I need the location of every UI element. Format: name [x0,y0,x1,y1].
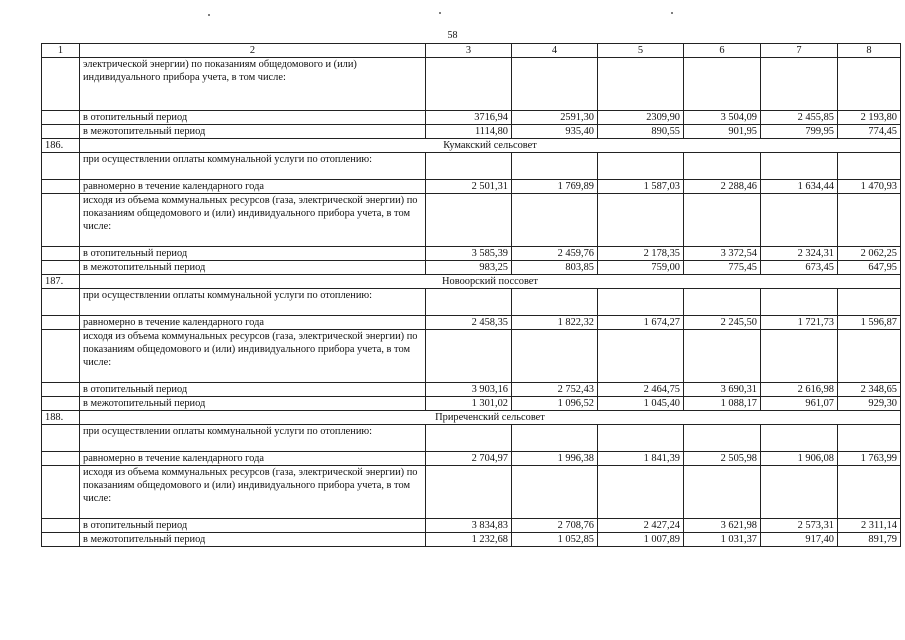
value-cell [838,466,901,519]
table-row [42,466,901,519]
value-cell: 774,45 [838,125,901,139]
value-cell: 961,07 [761,397,838,411]
scan-speck [439,12,441,14]
row-label: в отопительный период [80,247,426,261]
page-number: 58 [447,30,458,41]
header-cell: 6 [684,44,761,58]
value-cell: 3 834,83 [426,519,512,533]
value-cell: 3 903,16 [426,383,512,397]
value-cell: 2 464,75 [598,383,684,397]
table-row [42,289,901,316]
value-cell [598,289,684,316]
row-number [42,180,80,194]
value-cell [426,330,512,383]
row-label: исходя из объема коммунальных ресурсов (газа, электрической энергии) по показаниям общедомового и (или) индивидуального прибора учета, в том числе: [80,194,426,247]
value-cell [761,425,838,452]
value-cell: 1 674,27 [598,316,684,330]
value-cell [598,466,684,519]
value-cell: 2 311,14 [838,519,901,533]
section-number: 186. [42,139,80,153]
value-cell [512,330,598,383]
value-cell: 1114,80 [426,125,512,139]
value-cell [426,466,512,519]
value-cell: 2 193,80 [838,111,901,125]
table-row [42,397,901,411]
row-label: исходя из объема коммунальных ресурсов (газа, электрической энергии) по показаниям общедомового и (или) индивидуального прибора учета, в том числе: [80,330,426,383]
value-cell [684,425,761,452]
value-cell: 890,55 [598,125,684,139]
row-number [42,153,80,180]
row-label: в отопительный период [80,519,426,533]
value-cell [761,289,838,316]
value-cell: 2 573,31 [761,519,838,533]
row-label: равномерно в течение календарного года [80,452,426,466]
row-label: в межотопительный период [80,261,426,275]
row-number [42,519,80,533]
row-number [42,125,80,139]
header-cell: 7 [761,44,838,58]
value-cell: 1 769,89 [512,180,598,194]
value-cell: 1 763,99 [838,452,901,466]
row-label: исходя из объема коммунальных ресурсов (газа, электрической энергии) по показаниям общедомового и (или) индивидуального прибора учета, в том числе: [80,466,426,519]
value-cell: 803,85 [512,261,598,275]
value-cell: 917,40 [761,533,838,547]
value-cell: 2 505,98 [684,452,761,466]
value-cell [512,289,598,316]
row-number [42,316,80,330]
value-cell [598,330,684,383]
row-label: равномерно в течение календарного года [80,316,426,330]
row-number [42,247,80,261]
value-cell: 1 822,32 [512,316,598,330]
value-cell: 1 045,40 [598,397,684,411]
value-cell: 1 596,87 [838,316,901,330]
row-number [42,425,80,452]
value-cell: 759,00 [598,261,684,275]
value-cell [426,153,512,180]
header-cell: 1 [42,44,80,58]
row-number [42,383,80,397]
value-cell [838,289,901,316]
table-row [42,261,901,275]
table-row [42,330,901,383]
value-cell: 3 504,09 [684,111,761,125]
table-body [42,58,901,547]
value-cell [761,466,838,519]
header-cell: 4 [512,44,598,58]
header-cell: 2 [80,44,426,58]
value-cell: 983,25 [426,261,512,275]
value-cell [838,58,901,111]
value-cell: 2591,30 [512,111,598,125]
value-cell [838,330,901,383]
value-cell [426,194,512,247]
value-cell: 929,30 [838,397,901,411]
row-label: равномерно в течение календарного года [80,180,426,194]
header-row [42,44,901,58]
table-row [42,383,901,397]
value-cell: 2 324,31 [761,247,838,261]
value-cell [838,194,901,247]
row-number [42,58,80,111]
value-cell [761,153,838,180]
value-cell [684,289,761,316]
value-cell: 3 690,31 [684,383,761,397]
value-cell: 1 007,89 [598,533,684,547]
value-cell: 1 232,68 [426,533,512,547]
value-cell: 1 841,39 [598,452,684,466]
row-label: в межотопительный период [80,125,426,139]
value-cell: 1 587,03 [598,180,684,194]
value-cell: 647,95 [838,261,901,275]
row-number [42,289,80,316]
value-cell: 1 721,73 [761,316,838,330]
value-cell: 891,79 [838,533,901,547]
value-cell: 673,45 [761,261,838,275]
value-cell: 1 088,17 [684,397,761,411]
value-cell: 2 704,97 [426,452,512,466]
value-cell [838,425,901,452]
row-number [42,452,80,466]
value-cell: 2 245,50 [684,316,761,330]
value-cell: 2309,90 [598,111,684,125]
value-cell: 2 427,24 [598,519,684,533]
scan-speck [671,12,673,14]
value-cell: 2 708,76 [512,519,598,533]
value-cell [598,425,684,452]
value-cell: 3 585,39 [426,247,512,261]
row-number [42,330,80,383]
table-row [42,153,901,180]
header-cell: 8 [838,44,901,58]
section-title: Новоорский поссовет [80,275,901,289]
value-cell [598,153,684,180]
value-cell [684,153,761,180]
value-cell [684,466,761,519]
table-row [42,247,901,261]
value-cell [426,289,512,316]
value-cell: 1 470,93 [838,180,901,194]
row-number [42,466,80,519]
value-cell: 1 052,85 [512,533,598,547]
row-number [42,261,80,275]
tariff-table [41,43,901,547]
value-cell [426,425,512,452]
value-cell: 1 301,02 [426,397,512,411]
scan-speck [208,14,210,16]
section-title: Кумакский сельсовет [80,139,901,153]
table-row [42,533,901,547]
value-cell: 935,40 [512,125,598,139]
value-cell: 1 031,37 [684,533,761,547]
table-row [42,111,901,125]
section-row [42,275,901,289]
table-row [42,519,901,533]
value-cell: 3716,94 [426,111,512,125]
value-cell: 3 372,54 [684,247,761,261]
value-cell: 1 096,52 [512,397,598,411]
row-label: при осуществлении оплаты коммунальной услуги по отоплению: [80,153,426,180]
value-cell [598,194,684,247]
table-row [42,180,901,194]
value-cell [512,58,598,111]
value-cell: 1 996,38 [512,452,598,466]
row-label: при осуществлении оплаты коммунальной услуги по отоплению: [80,425,426,452]
value-cell: 775,45 [684,261,761,275]
row-label: в межотопительный период [80,397,426,411]
value-cell: 2 288,46 [684,180,761,194]
value-cell: 2 178,35 [598,247,684,261]
row-label: в отопительный период [80,383,426,397]
table-row [42,452,901,466]
section-row [42,139,901,153]
table-row [42,194,901,247]
value-cell: 901,95 [684,125,761,139]
header-cell: 3 [426,44,512,58]
value-cell [684,58,761,111]
value-cell: 2 455,85 [761,111,838,125]
row-number [42,397,80,411]
table-row [42,58,901,111]
value-cell [512,153,598,180]
value-cell: 2 616,98 [761,383,838,397]
value-cell [512,425,598,452]
table-row [42,425,901,452]
value-cell: 2 458,35 [426,316,512,330]
value-cell [761,58,838,111]
value-cell [684,330,761,383]
value-cell: 2 348,65 [838,383,901,397]
value-cell [512,194,598,247]
table-row [42,125,901,139]
value-cell [838,153,901,180]
value-cell [761,330,838,383]
value-cell: 2 062,25 [838,247,901,261]
section-number: 188. [42,411,80,425]
value-cell: 2 752,43 [512,383,598,397]
section-title: Приреченский сельсовет [80,411,901,425]
header-cell: 5 [598,44,684,58]
value-cell [684,194,761,247]
row-number [42,194,80,247]
section-row [42,411,901,425]
value-cell: 1 906,08 [761,452,838,466]
value-cell [598,58,684,111]
value-cell [426,58,512,111]
row-number [42,111,80,125]
value-cell: 2 501,31 [426,180,512,194]
value-cell [761,194,838,247]
row-number [42,533,80,547]
value-cell: 799,95 [761,125,838,139]
row-label: электрической энергии) по показаниям общедомового и (или) индивидуального прибора учета, в том числе: [80,58,426,111]
table-row [42,316,901,330]
row-label: в отопительный период [80,111,426,125]
value-cell: 1 634,44 [761,180,838,194]
value-cell: 2 459,76 [512,247,598,261]
value-cell: 3 621,98 [684,519,761,533]
row-label: в межотопительный период [80,533,426,547]
row-label: при осуществлении оплаты коммунальной услуги по отоплению: [80,289,426,316]
value-cell [512,466,598,519]
section-number: 187. [42,275,80,289]
